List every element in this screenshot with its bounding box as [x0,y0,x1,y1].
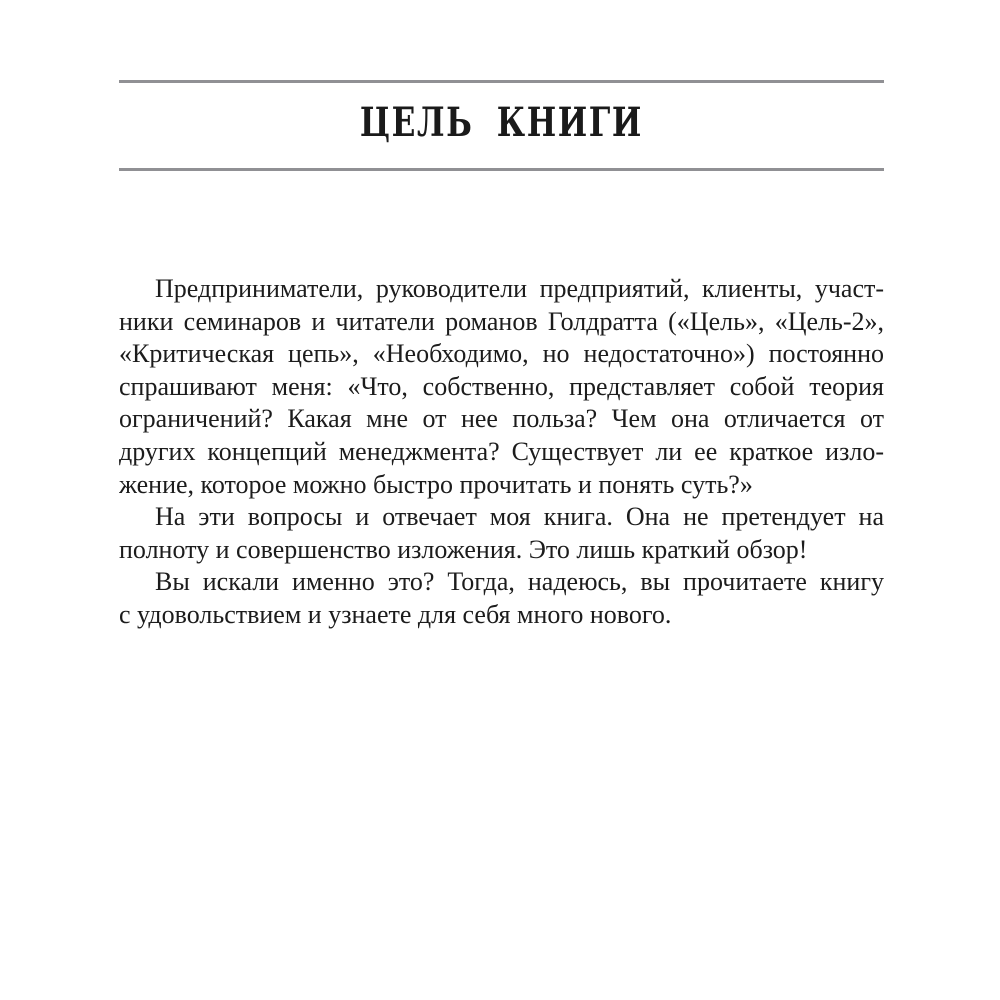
body-text [119,273,884,632]
text-line: с удовольствием и узнаете для себя много нового. [119,599,672,629]
text-line: других концепций менеджмента? Существует ли ее краткое изло- [119,436,884,466]
header-rule-bottom [119,168,884,171]
paragraph-2 [119,501,884,566]
text-line: Предприниматели, руководители предприятий, клиенты, участ- [155,274,884,303]
paragraph-1 [119,273,884,501]
header-rule-top [119,80,884,83]
text-line: На эти вопросы и отвечает моя книга. Она не претендует на [155,502,884,532]
text-line: ограничений? Какая мне от нее польза? Чем она отличается от [119,404,884,434]
chapter-title [119,99,884,146]
text-line: спрашивают меня: «Что, собственно, представляет собой теория [119,371,884,401]
text-line: «Критическая цепь», «Необходимо, но недостаточно») постоянно [119,339,884,369]
chapter-title-text: ЦЕЛЬ КНИГИ [359,99,643,146]
text-line: Вы искали именно это? Тогда, надеюсь, вы прочитаете книгу [155,567,884,597]
text-line: жение, которое можно быстро прочитать и понять суть?» [119,469,753,499]
text-line: ники семинаров и читатели романов Голдратта («Цель», «Цель-2», [119,306,884,336]
paragraph-3 [119,566,884,631]
text-line: полноту и совершенство изложения. Это лишь краткий обзор! [119,534,808,564]
